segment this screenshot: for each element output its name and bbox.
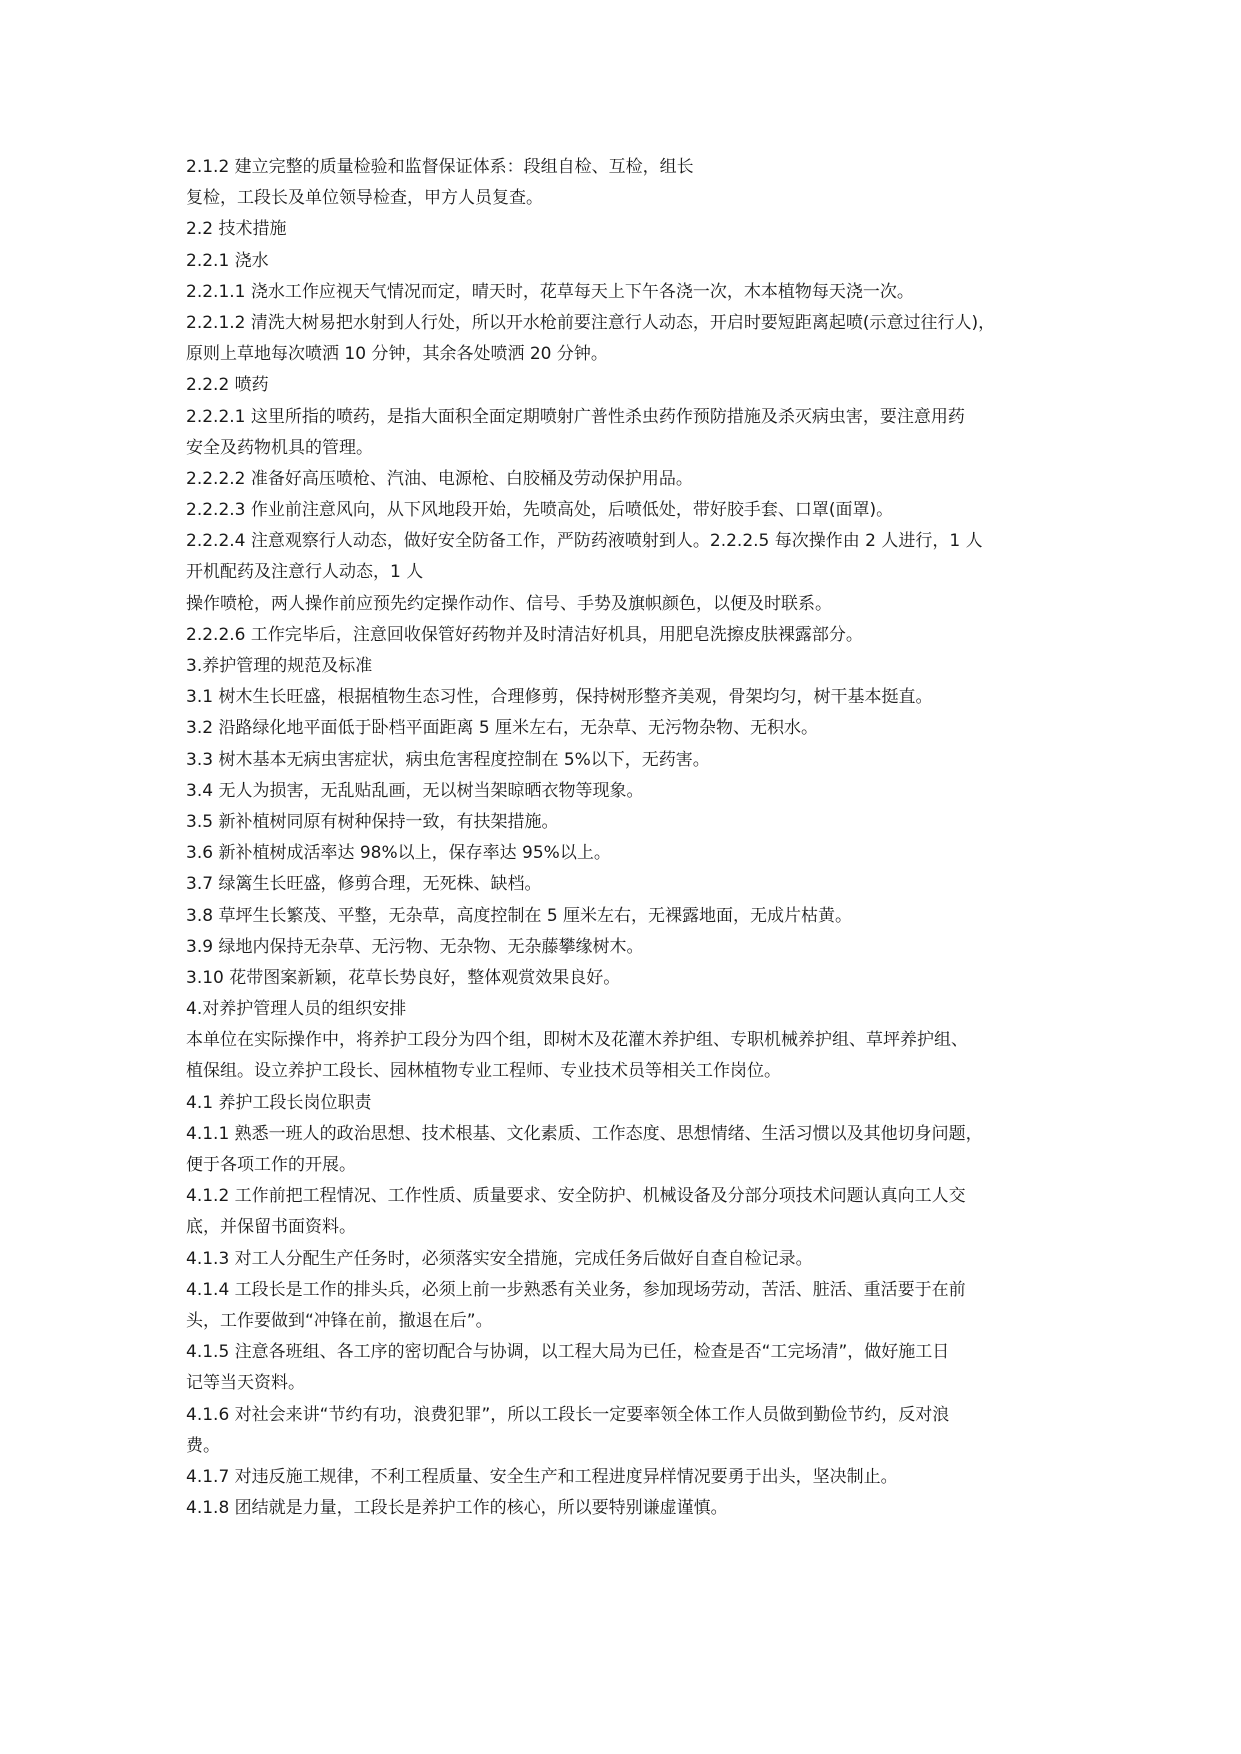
text-line: 2.2.2.3 作业前注意风向，从下风地段开始，先喷高处，后喷低处，带好胶手套、口罩(面罩)。	[186, 500, 894, 521]
text-line: 操作喷枪，两人操作前应预先约定操作动作、信号、手势及旗帜颜色，以便及时联系。	[186, 593, 832, 614]
text-line: 2.2.2.6 工作完毕后，注意回收保管好药物并及时清洁好机具，用肥皂洗擦皮肤裸露部分。	[186, 624, 863, 645]
text-line: 3.3 树木基本无病虫害症状，病虫危害程度控制在 5%以下，无药害。	[186, 749, 710, 770]
text-line: 4.1 养护工段长岗位职责	[186, 1092, 372, 1113]
text-line: 3.养护管理的规范及标准	[186, 656, 373, 676]
text-line: 4.1.4 工段长是工作的排头兵，必须上前一步熟悉有关业务，参加现场劳动，苦活、脏活、重活要于在前	[186, 1279, 966, 1300]
text-line: 开机配药及注意行人动态，1 人	[186, 562, 424, 583]
text-line: 4.1.5 注意各班组、各工序的密切配合与协调，以工程大局为已任，检查是否“工完场清”，做好施工日	[186, 1342, 950, 1363]
text-line: 记等当天资料。	[186, 1373, 305, 1394]
text-line: 3.1 树木生长旺盛，根据植物生态习性，合理修剪，保持树形整齐美观，骨架均匀，树干基本挺直。	[186, 687, 933, 708]
text-line: 底，并保留书面资料。	[186, 1217, 356, 1238]
text-line: 2.2.2 喷药	[186, 375, 269, 396]
text-line: 便于各项工作的开展。	[186, 1155, 356, 1175]
text-line: 3.10 花带图案新颖，花草长势良好，整体观赏效果良好。	[186, 967, 621, 988]
text-line: 2.2.1.1 浇水工作应视天气情况而定，晴天时，花草每天上下午各浇一次，木本植物每天浇一次。	[186, 281, 914, 302]
text-line: 安全及药物机具的管理。	[186, 437, 373, 458]
text-line: 4.1.1 熟悉一班人的政治思想、技术根基、文化素质、工作态度、思想情绪、生活习惯以及其他切身问题，	[186, 1123, 983, 1144]
text-line: 头，工作要做到“冲锋在前，撤退在后”。	[186, 1310, 493, 1331]
text-line: 4.1.2 工作前把工程情况、工作性质、质量要求、安全防护、机械设备及分部分项技术问题认真向工人交	[186, 1186, 966, 1207]
text-line: 3.4 无人为损害，无乱贴乱画，无以树当架晾晒衣物等现象。	[186, 780, 644, 801]
text-line: 4.对养护管理人员的组织安排	[186, 999, 407, 1020]
text-line: 3.7 绿篱生长旺盛，修剪合理，无死株、缺档。	[186, 874, 542, 895]
text-line: 4.1.3 对工人分配生产任务时，必须落实安全措施，完成任务后做好自查自检记录。	[186, 1248, 813, 1269]
text-line: 2.2 技术措施	[186, 219, 287, 240]
document-body	[186, 152, 1066, 1524]
text-line: 费。	[186, 1435, 220, 1456]
text-line: 2.2.1 浇水	[186, 250, 269, 271]
text-line: 3.8 草坪生长繁茂、平整，无杂草，高度控制在 5 厘米左右，无裸露地面，无成片枯黄。	[186, 905, 853, 926]
text-line: 原则上草地每次喷洒 10 分钟，其余各处喷洒 20 分钟。	[186, 344, 608, 365]
text-line: 2.2.2.4 注意观察行人动态，做好安全防备工作，严防药液喷射到人。2.2.2.5 每次操作由 2 人进行，1 人	[186, 531, 983, 552]
text-line: 2.1.2 建立完整的质量检验和监督保证体系：段组自检、互检，组长	[186, 157, 694, 177]
text-line: 4.1.8 团结就是力量，工段长是养护工作的核心，所以要特别谦虚谨慎。	[186, 1498, 728, 1519]
text-line: 2.2.1.2 清洗大树易把水射到人行处，所以开水枪前要注意行人动态，开启时要短距离起喷(示意过往行人)，	[186, 312, 996, 333]
text-line: 3.9 绿地内保持无杂草、无污物、无杂物、无杂藤攀缘树木。	[186, 936, 644, 957]
text-line: 2.2.2.1 这里所指的喷药，是指大面积全面定期喷射广普性杀虫药作预防措施及杀灭病虫害，要注意用药	[186, 406, 965, 427]
text-line: 3.6 新补植树成活率达 98%以上，保存率达 95%以上。	[186, 843, 611, 864]
text-line: 4.1.7 对违反施工规律，不利工程质量、安全生产和工程进度异样情况要勇于出头，坚决制止。	[186, 1466, 898, 1487]
text-line: 3.2 沿路绿化地平面低于卧档平面距离 5 厘米左右，无杂草、无污物杂物、无积水。	[186, 718, 819, 739]
text-line: 本单位在实际操作中，将养护工段分为四个组，即树木及花灌木养护组、专职机械养护组、草坪养护组、	[186, 1030, 968, 1051]
text-line: 植保组。设立养护工段长、园林植物专业工程师、专业技术员等相关工作岗位。	[186, 1061, 781, 1082]
text-line: 3.5 新补植树同原有树种保持一致，有扶架措施。	[186, 811, 559, 832]
text-line: 2.2.2.2 准备好高压喷枪、汽油、电源枪、白胶桶及劳动保护用品。	[186, 468, 693, 489]
text-line: 4.1.6 对社会来讲“节约有功，浪费犯罪”，所以工段长一定要率领全体工作人员做到勤俭节约，反对浪	[186, 1404, 950, 1425]
text-line: 复检，工段长及单位领导检查，甲方人员复查。	[186, 188, 543, 209]
